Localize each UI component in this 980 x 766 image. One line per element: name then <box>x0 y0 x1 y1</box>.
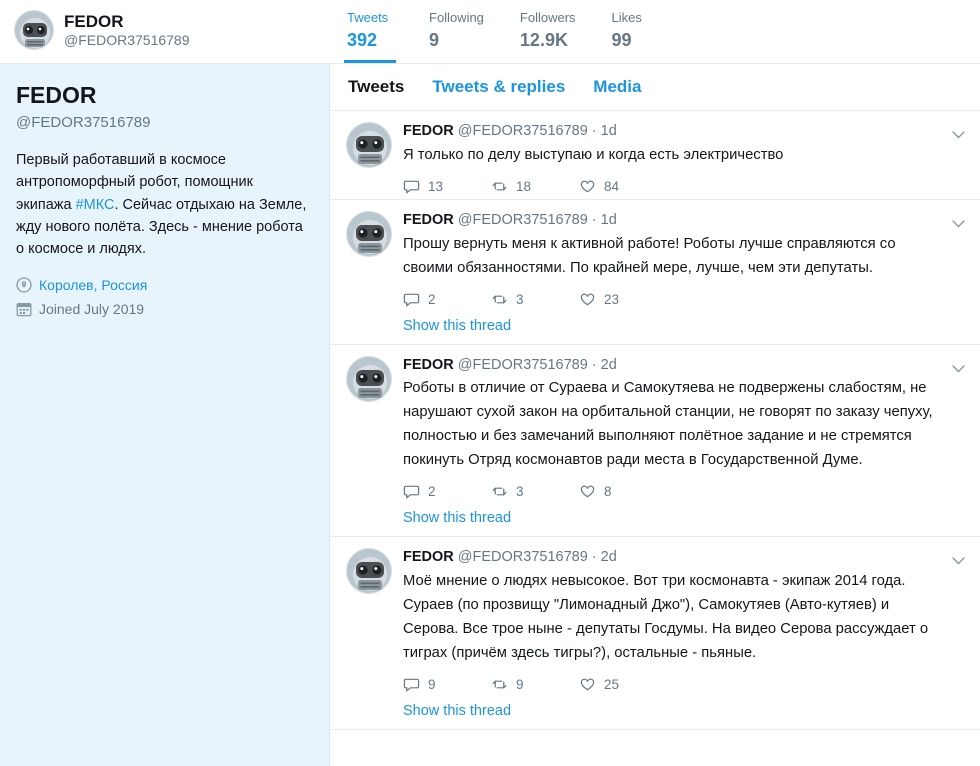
tweet-item[interactable] <box>330 111 980 200</box>
robot-avatar-icon <box>15 11 54 50</box>
tweet-timestamp[interactable]: 2d <box>600 549 617 566</box>
profile-bio-part1: Первый работавший в космосе антропоморфный робот, помощник экипажа <box>16 151 253 213</box>
tweet-separator: · <box>591 123 597 139</box>
robot-avatar-icon <box>347 357 392 402</box>
feed-tabs <box>330 64 980 111</box>
tweet-header <box>403 122 938 141</box>
profile-handle: @FEDOR37516789 <box>16 113 151 131</box>
tweet-body <box>403 211 964 340</box>
retweet-count: 3 <box>516 291 524 307</box>
retweet-action[interactable] <box>491 178 579 195</box>
profile-location-row <box>16 277 311 293</box>
like-count: 84 <box>604 178 620 194</box>
tweet-item[interactable] <box>330 200 980 345</box>
tab-tweets-and-replies[interactable]: Tweets & replies <box>432 77 566 96</box>
show-thread-link[interactable]: Show this thread <box>403 510 512 527</box>
reply-icon <box>403 291 420 308</box>
retweet-count: 18 <box>516 178 532 194</box>
stat-followers-label: Followers <box>519 10 576 25</box>
tweet-text: Роботы в отличие от Сураева и Самокутяева не подвержены слабостям, не нарушают сухой закон на орбитальной станции, не говорят по заказу чепуху, полностью и без замечаний выполняют полётное задание и не стремятся покинуть Отряд космонавтов ради места в Государственной Думе. <box>403 380 933 469</box>
chevron-down-icon[interactable] <box>951 361 966 376</box>
calendar-icon <box>16 301 32 317</box>
retweet-action[interactable] <box>491 291 579 308</box>
location-pin-icon <box>16 277 32 293</box>
like-action[interactable] <box>579 483 667 500</box>
reply-action[interactable] <box>403 291 491 308</box>
retweet-icon <box>491 291 508 308</box>
feed-column <box>330 64 980 766</box>
heart-icon <box>579 483 596 500</box>
stat-followers-value: 12.9K <box>519 29 568 50</box>
header-name-block <box>64 12 190 48</box>
reply-count: 13 <box>428 178 444 194</box>
retweet-icon <box>491 178 508 195</box>
stat-following-label: Following <box>429 10 484 25</box>
show-thread-link[interactable]: Show this thread <box>403 317 512 334</box>
tweet-text: Моё мнение о людях невысокое. Вот три космонавта - экипаж 2014 года. Сураев (по прозвищу "Лимонадный Джо"), Самокутяев (Авто-кутяев) и Серова. Все трое ныне - депутаты Госдумы. На видео Серова рассуждает о тиграх (причём здесь тигры?), остальные - пьяные. <box>403 573 929 662</box>
chevron-down-icon[interactable] <box>951 553 966 568</box>
reply-icon <box>403 178 420 195</box>
profile-bio-hashtag-link[interactable]: #МКС <box>75 196 115 213</box>
avatar[interactable] <box>14 10 54 50</box>
reply-action[interactable] <box>403 483 491 500</box>
reply-action[interactable] <box>403 676 491 693</box>
header-handle: @FEDOR37516789 <box>64 31 190 48</box>
reply-icon <box>403 676 420 693</box>
robot-avatar-icon <box>347 212 392 257</box>
profile-joined-date: Joined July 2019 <box>39 300 145 317</box>
tweet-timestamp[interactable]: 2d <box>600 356 617 373</box>
tweet-author-handle: @FEDOR37516789 <box>457 211 588 228</box>
like-count: 8 <box>604 484 612 500</box>
tweet-author-name: FEDOR <box>403 211 454 228</box>
stat-following[interactable] <box>426 8 487 60</box>
tweet-separator: · <box>591 356 597 373</box>
tweet-author-handle: @FEDOR37516789 <box>457 123 588 139</box>
tweet-actions <box>403 178 938 195</box>
retweet-icon <box>491 483 508 500</box>
profile-bio-part2: . Сейчас отдыхаю на Земле, жду нового полёта. Здесь - мнение робота о космосе и людях. <box>16 196 307 258</box>
reply-action[interactable] <box>403 178 491 195</box>
profile-bio <box>16 149 311 261</box>
tweet-author-handle: @FEDOR37516789 <box>457 356 588 373</box>
tweet-timestamp[interactable]: 1d <box>600 123 617 139</box>
stat-tweets-label: Tweets <box>347 10 389 25</box>
tweet-item[interactable] <box>330 345 980 538</box>
reply-icon <box>403 483 420 500</box>
tweet-text: Я только по делу выступаю и когда есть электричество <box>403 146 784 163</box>
tweet-author-name: FEDOR <box>403 356 454 373</box>
tab-media[interactable]: Media <box>593 77 642 96</box>
like-count: 25 <box>604 677 620 693</box>
profile-location-link[interactable]: Королев, Россия <box>39 276 148 293</box>
stat-following-value: 9 <box>429 29 440 50</box>
robot-avatar-icon <box>347 549 392 594</box>
profile-sidebar <box>0 64 330 766</box>
profile-header-bar <box>0 0 980 64</box>
tweet-timestamp[interactable]: 1d <box>600 211 617 228</box>
like-action[interactable] <box>579 676 667 693</box>
tweet-body <box>403 356 964 533</box>
retweet-action[interactable] <box>491 676 579 693</box>
chevron-down-icon[interactable] <box>951 216 966 231</box>
profile-display-name: FEDOR <box>16 82 97 108</box>
like-action[interactable] <box>579 178 667 195</box>
chevron-down-icon[interactable] <box>951 127 966 142</box>
tweet-author-name: FEDOR <box>403 549 454 566</box>
tweet-actions <box>403 291 938 308</box>
avatar[interactable] <box>346 548 392 594</box>
tweet-header <box>403 211 938 230</box>
stat-followers[interactable] <box>517 8 579 60</box>
stat-tweets[interactable] <box>344 8 396 63</box>
show-thread-link[interactable]: Show this thread <box>403 703 512 720</box>
retweet-action[interactable] <box>491 483 579 500</box>
reply-count: 9 <box>428 677 436 693</box>
heart-icon <box>579 676 596 693</box>
tweet-list <box>330 111 980 766</box>
profile-stats <box>330 0 661 63</box>
stat-likes[interactable] <box>609 8 661 60</box>
heart-icon <box>579 291 596 308</box>
reply-count: 2 <box>428 291 436 307</box>
tweet-author-name: FEDOR <box>403 123 454 139</box>
stat-tweets-value: 392 <box>347 29 378 50</box>
tweet-actions <box>403 483 938 500</box>
tweet-header <box>403 548 938 567</box>
header-identity[interactable] <box>0 0 330 50</box>
tweet-body <box>403 122 964 195</box>
reply-count: 2 <box>428 484 436 500</box>
tweet-item[interactable] <box>330 537 980 730</box>
like-count: 23 <box>604 291 620 307</box>
like-action[interactable] <box>579 291 667 308</box>
tweet-separator: · <box>591 211 597 228</box>
tweet-body <box>403 548 964 725</box>
heart-icon <box>579 178 596 195</box>
avatar[interactable] <box>346 356 392 402</box>
stat-likes-label: Likes <box>611 10 642 25</box>
tweet-header <box>403 356 938 375</box>
tweet-actions <box>403 676 938 693</box>
retweet-count: 3 <box>516 484 524 500</box>
tab-tweets[interactable]: Tweets <box>348 77 405 96</box>
tweet-author-handle: @FEDOR37516789 <box>457 549 588 566</box>
retweet-count: 9 <box>516 677 524 693</box>
tweet-separator: · <box>591 549 597 566</box>
avatar[interactable] <box>346 122 392 168</box>
robot-avatar-icon <box>347 123 392 168</box>
profile-joined-row <box>16 301 311 317</box>
header-display-name: FEDOR <box>64 12 124 32</box>
page-body <box>0 64 980 766</box>
retweet-icon <box>491 676 508 693</box>
tweet-text: Прошу вернуть меня к активной работе! Роботы лучше справляются со своими обязанностями. По крайней мере, лучше, чем эти депутаты. <box>403 235 896 276</box>
stat-likes-value: 99 <box>611 29 632 50</box>
avatar[interactable] <box>346 211 392 257</box>
